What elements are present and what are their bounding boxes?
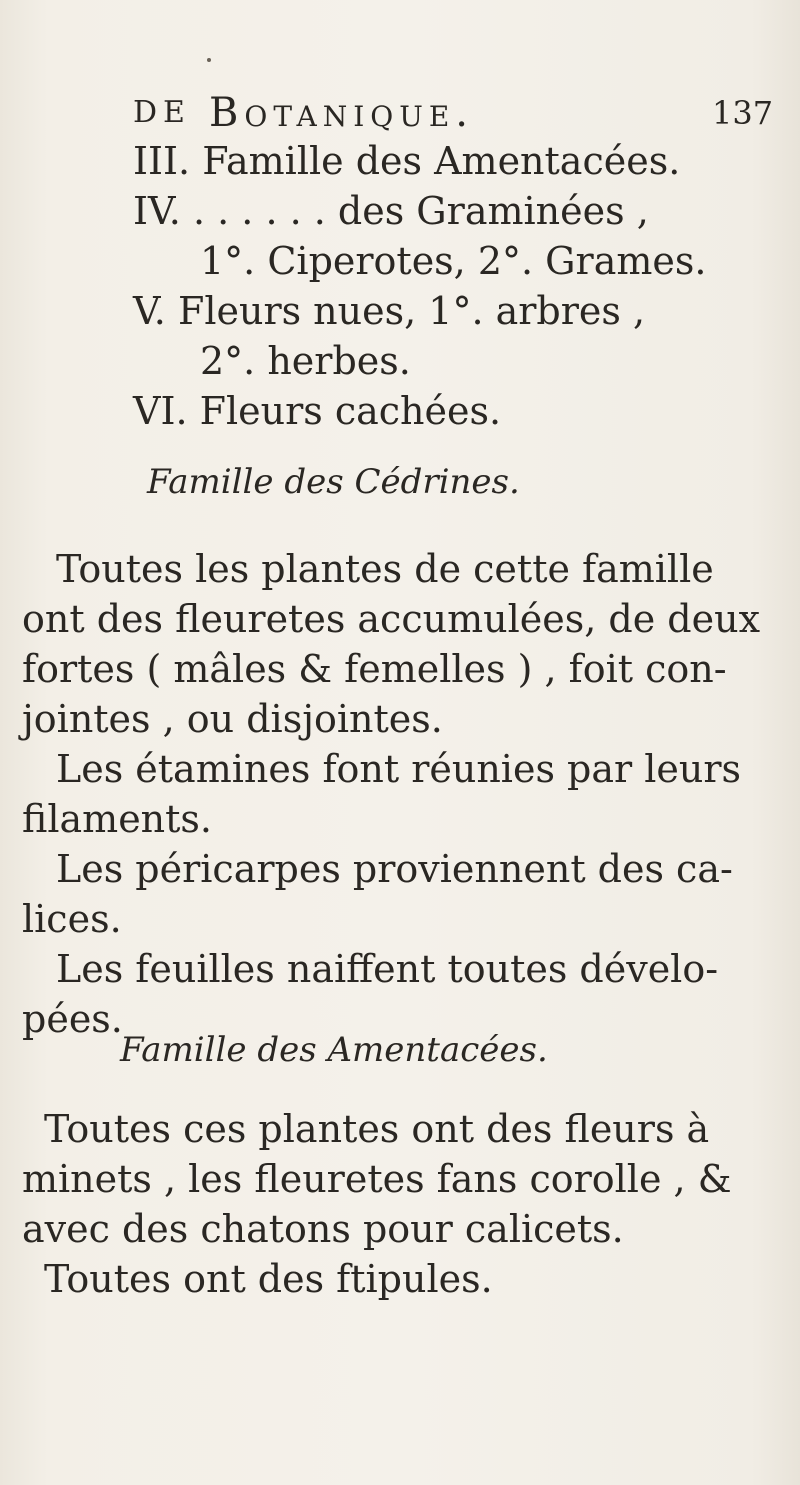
paragraph-line: Les étamines font réunies par leurs [56, 747, 742, 791]
list-item: IV. . . . . . . des Graminées , [133, 189, 649, 233]
paragraph-line: Toutes ont des ftipules. [44, 1257, 493, 1301]
paragraph-line: Toutes ces plantes ont des fleurs à [44, 1107, 710, 1151]
paragraph-line: Les feuilles naiffent toutes dévelo- [56, 947, 719, 991]
paragraph-line: jointes , ou disjointes. [22, 697, 443, 741]
list-item: VI. Fleurs cachées. [133, 389, 502, 433]
section-heading: Famille des Amentacées. [120, 1030, 548, 1070]
page-number: 137 [712, 94, 774, 132]
paragraph-line: avec des chatons pour calicets. [22, 1207, 624, 1251]
list-item: III. Famille des Amentacées. [133, 139, 681, 183]
paragraph-line: Les péricarpes proviennent des ca- [56, 847, 733, 891]
section-heading: Famille des Cédrines. [147, 462, 520, 502]
paragraph-line: pées. [22, 997, 123, 1041]
running-head-prefix: DE [133, 95, 191, 130]
list-item: 2°. herbes. [200, 339, 411, 383]
ink-speck [207, 58, 211, 62]
paragraph-line: ont des fleuretes accumulées, de deux [22, 597, 760, 641]
paragraph-line: lices. [22, 897, 122, 941]
running-head-title: Botanique. [209, 90, 474, 136]
paragraph-line: filaments. [22, 797, 212, 841]
list-item: V. Fleurs nues, 1°. arbres , [133, 289, 646, 333]
list-item: 1°. Ciperotes, 2°. Grames. [200, 239, 707, 283]
paragraph-line: minets , les fleuretes fans corolle , & [22, 1157, 732, 1201]
paragraph-line: Toutes les plantes de cette famille [56, 547, 714, 591]
paragraph-line: fortes ( mâles & femelles ) , foit con- [22, 647, 727, 691]
